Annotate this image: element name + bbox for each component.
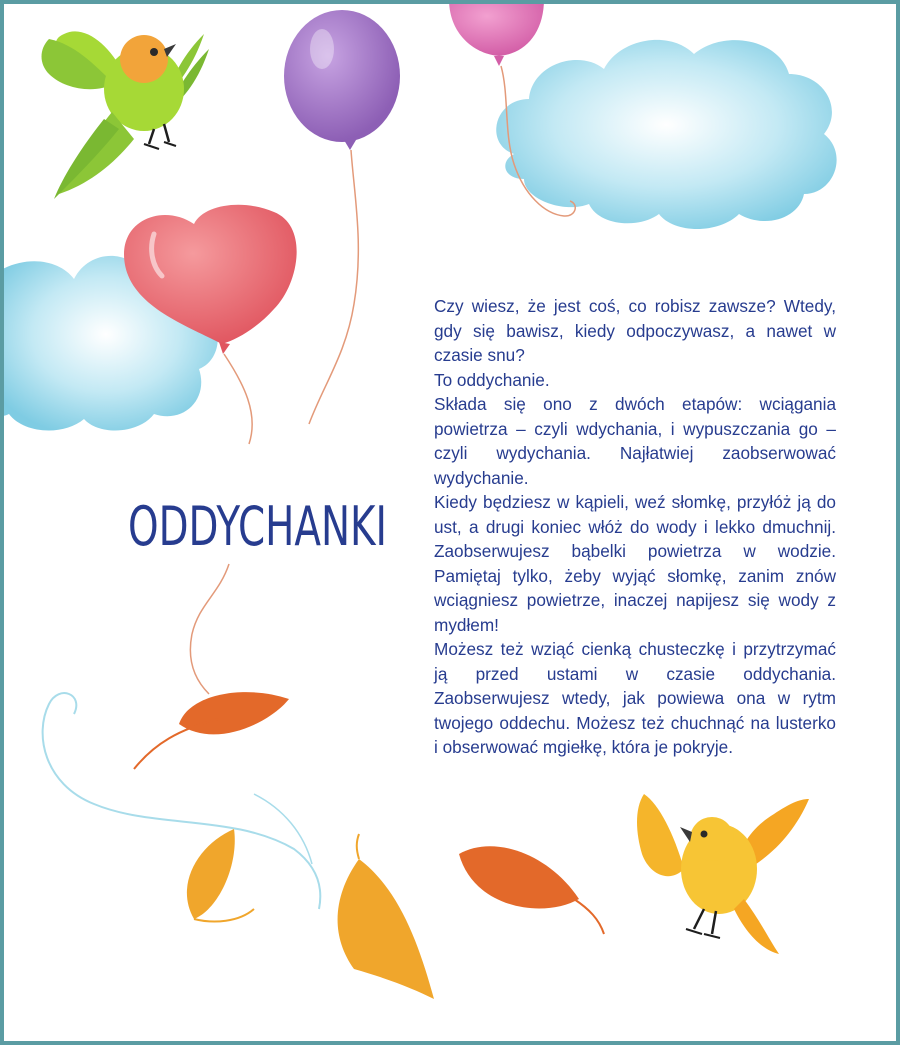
leaf-icon — [338, 834, 434, 999]
page-title: ODDYCHANKI — [128, 495, 388, 558]
paragraph: Możesz też wziąć cienką chusteczkę i przytrzymać ją przed ustami w czasie oddychania. Zaobserwujesz wtedy, jak powiewa ona w rytm twojego oddechu. Możesz też chuchnąć na lusterko i obserwować mgiełkę, która je pokryje. — [434, 639, 836, 757]
leaf-icon — [134, 692, 289, 769]
paragraph: Składa się ono z dwóch etapów: wciągania powietrza – czyli wdychania, i wypuszczania go – czyli wydychania. Najłatwiej zaobserwować wydychanie. — [434, 394, 836, 488]
heart-balloon-icon — [124, 205, 297, 694]
green-bird-icon — [42, 31, 210, 199]
paragraph: Kiedy będziesz w kąpieli, weź słomkę, przyłóż ją do ust, a drugi koniec włóż do wody i lekko dmuchnij. Zaobserwujesz bąbelki powietrza w wodzie. Pamiętaj tylko, żeby wyjąć słomkę, zanim znów wciągniesz powietrze, inaczej napijesz się wody z mydłem! — [434, 492, 836, 635]
cloud-icon — [496, 40, 836, 229]
paragraph: Czy wiesz, że jest coś, co robisz zawsze? Wtedy, gdy się bawisz, kiedy odpoczywasz, a nawet w czasie snu? — [434, 296, 836, 365]
leaf-icon — [459, 846, 604, 934]
purple-balloon-icon — [284, 10, 400, 424]
yellow-bird-icon — [637, 794, 809, 954]
leaf-icon — [187, 829, 254, 922]
paragraph: To oddychanie. — [434, 369, 550, 390]
body-text — [434, 294, 836, 760]
